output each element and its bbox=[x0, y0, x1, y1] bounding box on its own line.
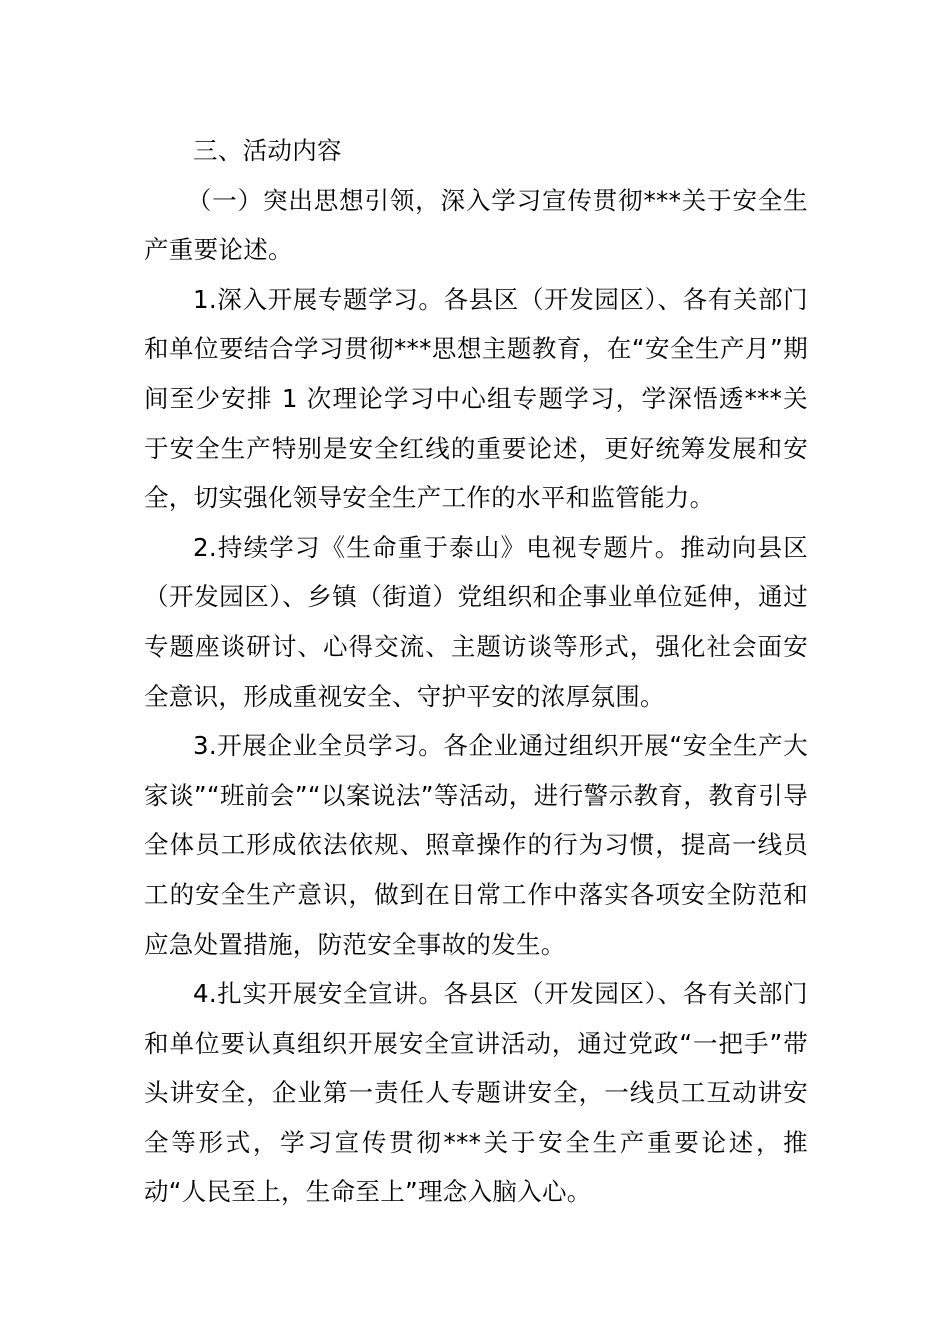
subsection-heading: （一）突出思想引领，深入学习宣传贯彻***关于安全生产重要论述。 bbox=[144, 185, 808, 265]
document-body bbox=[144, 126, 808, 1217]
paragraph-3: 3.开展企业全员学习。各企业通过组织开展“安全生产大家谈”“班前会”“以案说法”等活动，进行警示教育，教育引导全体员工形成依法依规、照章操作的行为习惯，提高一线员工的安全生产意识，做到在日常工作中落实各项安全防范和应急处置措施，防范安全事故的发生。 bbox=[144, 731, 808, 959]
paragraph-1: 1.深入开展专题学习。各县区（开发园区）、各有关部门和单位要结合学习贯彻***思想主题教育，在“安全生产月”期间至少安排 1 次理论学习中心组专题学习，学深悟透***关于安全生产特别是安全红线的重要论述，更好统筹发展和安全，切实强化领导安全生产工作的水平和监管能力。 bbox=[144, 284, 808, 513]
paragraph-2: 2.持续学习《生命重于泰山》电视专题片。推动向县区（开发园区）、乡镇（街道）党组织和企事业单位延伸，通过专题座谈研讨、心得交流、主题访谈等形式，强化社会面安全意识，形成重视安全、守护平安的浓厚氛围。 bbox=[144, 532, 808, 711]
section-heading: 三、活动内容 bbox=[193, 136, 342, 165]
paragraph-4: 4.扎实开展安全宣讲。各县区（开发园区）、各有关部门和单位要认真组织开展安全宣讲活动，通过党政“一把手”带头讲安全，企业第一责任人专题讲安全，一线员工互动讲安全等形式，学习宣传贯彻***关于安全生产重要论述，推动“人民至上，生命至上”理念入脑入心。 bbox=[144, 979, 808, 1207]
